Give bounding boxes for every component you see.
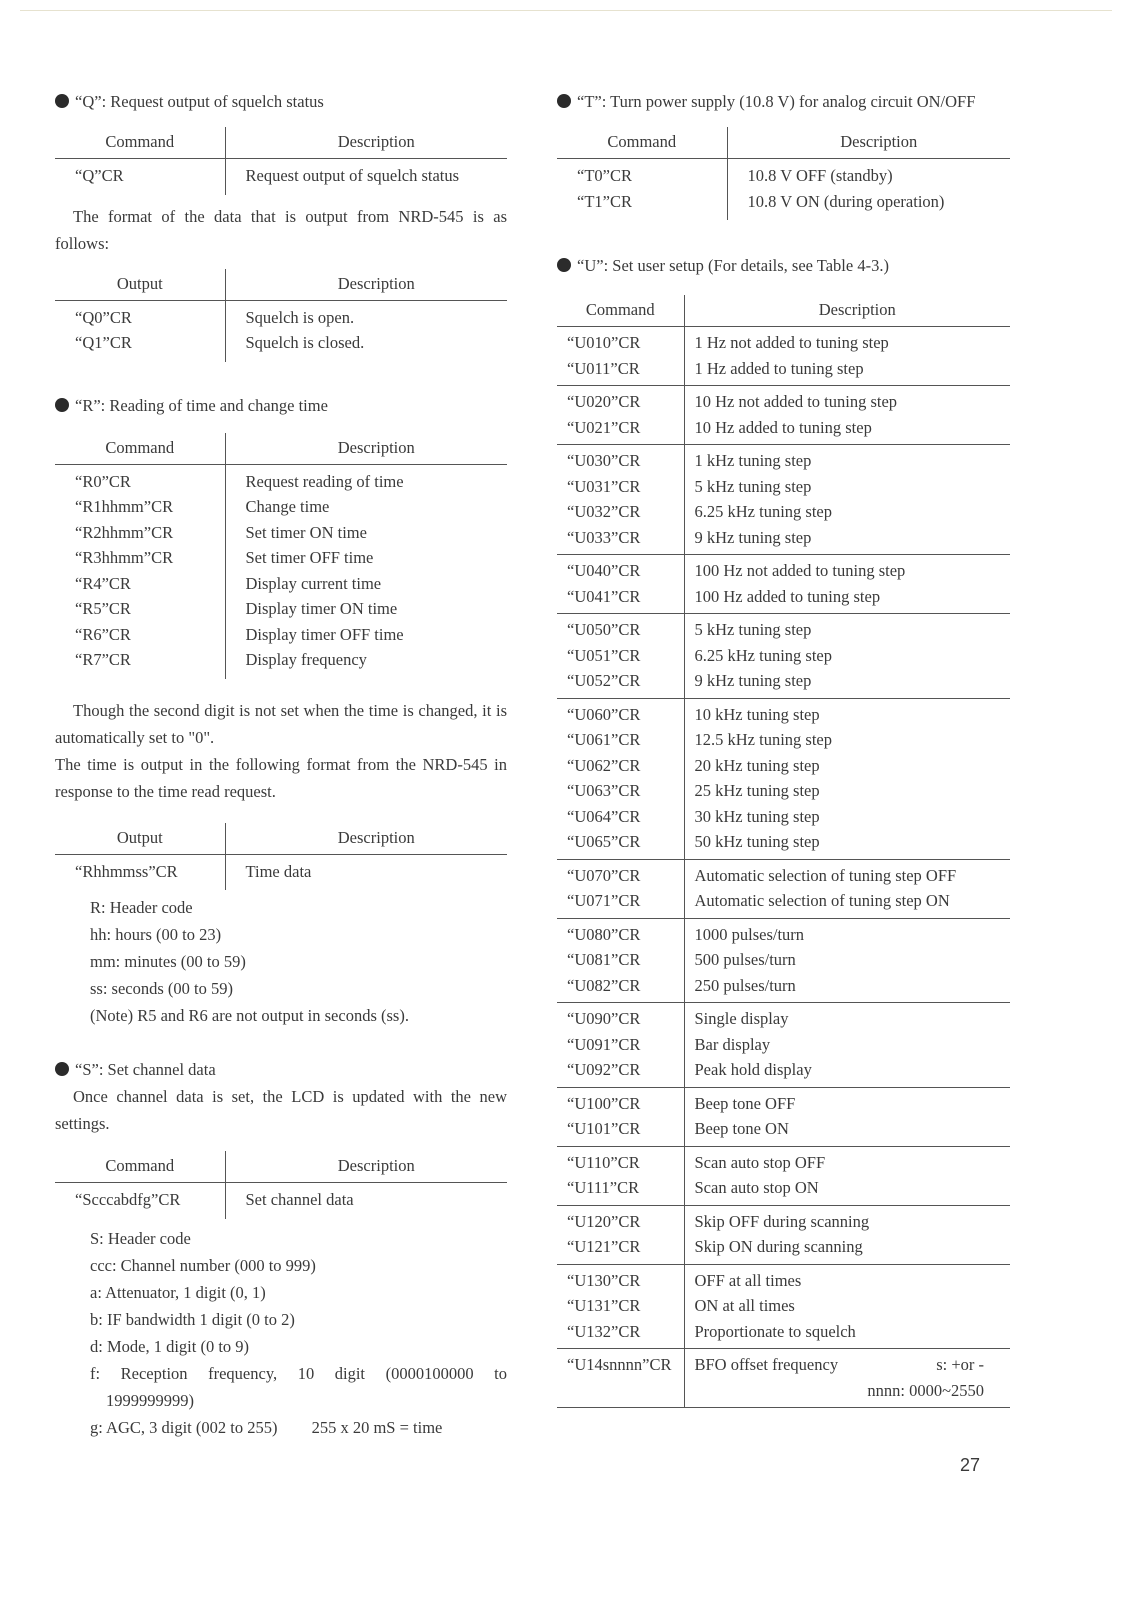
command-cell: “U070”CR [557,859,684,888]
table-row [557,829,1010,859]
description-cell: Proportionate to squelch [684,1319,1010,1349]
table-row [557,973,1010,1003]
description-cell: 5 kHz tuning step [694,476,812,496]
column-header: Description [225,269,507,301]
bullet-icon [55,398,69,412]
description-cell: Set channel data [245,1190,354,1209]
table-row [557,1003,1010,1032]
description-cell: Peak hold display [684,1057,1010,1087]
description-cell: Beep tone ON [684,1116,1010,1146]
command-cell: “R6”CR [55,622,225,648]
u-command-table [557,295,1010,1408]
command-cell: “T1”CR [557,189,727,221]
description-cell: Scan auto stop ON [684,1175,1010,1205]
right-column [557,88,1010,1408]
column-header: Command [55,127,225,159]
command-cell: “U052”CR [557,668,684,698]
column-header: Command [55,1151,225,1183]
table-row [55,647,507,679]
note-line: ccc: Channel number (000 to 999) [90,1255,316,1275]
description-cell: 250 pulses/turn [684,973,1010,1003]
u-table-body [557,327,1010,1349]
command-cell: “U032”CR [557,499,684,525]
command-cell: “U062”CR [557,753,684,779]
table-row [55,330,507,362]
q-command-table [55,127,507,195]
command-cell: “U063”CR [557,778,684,804]
command-cell: “U092”CR [557,1057,684,1087]
command-cell: “T0”CR [557,159,727,189]
description-cell: Automatic selection of tuning step ON [684,888,1010,918]
note-line: R: Header code [90,898,193,917]
table-row [557,727,1010,753]
column-header: Description [727,127,1010,159]
section-s-heading [55,1056,507,1083]
description-cell: Skip ON during scanning [684,1234,1010,1264]
section-q-heading-text: “Q”: Request output of squelch status [75,92,324,111]
table-row [557,1349,1010,1378]
note-g: g: AGC, 3 digit (002 to 255) [90,1417,278,1437]
description-cell: Display timer OFF time [245,624,404,644]
command-cell: “U064”CR [557,804,684,830]
table-row [55,596,507,622]
description-cell: 10 kHz tuning step [694,704,820,724]
description-cell: 9 kHz tuning step [684,525,1010,555]
q-format-paragraph: The format of the data that is output from NRD-545 is as follows: [55,206,507,253]
table-row [557,1378,1010,1408]
command-cell: “Scccabdfg”CR [55,1183,225,1219]
command-cell: “U100”CR [557,1087,684,1116]
table-row [557,189,1010,221]
command-cell: “U061”CR [557,727,684,753]
table-row [557,1205,1010,1234]
table-row [557,614,1010,643]
table-row [557,445,1010,474]
output-cell: “Rhhmmss”CR [55,854,225,890]
command-cell: “R2hhmm”CR [55,520,225,546]
command-cell: “U040”CR [557,555,684,584]
table-row [55,494,507,520]
table-row [557,888,1010,918]
description-cell: 6.25 kHz tuning step [694,502,832,521]
note-line: S: Header code [90,1228,191,1248]
description-cell: 1 kHz tuning step [694,451,812,470]
description-cell: Automatic selection of tuning step OFF [694,865,957,885]
command-cell: “U130”CR [557,1264,684,1293]
description-cell: Display frequency [245,650,367,669]
table-row [55,622,507,648]
table-row [557,159,1010,189]
note-line: (Note) R5 and R6 are not output in seconds (ss). [90,1006,409,1025]
table-row [557,1116,1010,1146]
column-header: Description [225,127,507,159]
bfo-sign-note: s: +or - [936,1355,984,1374]
description-cell: Squelch is open. [245,307,355,327]
description-cell: Single display [694,1009,789,1028]
section-u-heading-text: “U”: Set user setup (For details, see Table 4-3.) [577,256,889,275]
command-cell: “U050”CR [557,614,684,643]
table-row [557,643,1010,669]
command-cell: “U120”CR [557,1205,684,1234]
page-number: 27 [960,1455,981,1475]
bfo-range-note: nnnn: 0000~2550 [684,1378,1010,1408]
description-cell: 12.5 kHz tuning step [694,730,832,749]
description-cell: 10.8 V OFF (standby) [747,166,893,185]
command-cell: “U132”CR [557,1319,684,1349]
table-row [557,525,1010,555]
s-update-paragraph: Once channel data is set, the LCD is updated with the new settings. [55,1087,507,1133]
column-header: Description [225,1151,507,1183]
description-cell: 1 Hz added to tuning step [684,356,1010,386]
table-row [557,778,1010,804]
table-row [557,859,1010,888]
table-row [557,1175,1010,1205]
table-row [55,1183,507,1219]
column-header: Description [225,433,507,465]
command-cell: “R1hhmm”CR [55,494,225,520]
table-row [557,1057,1010,1087]
section-s-heading-text: “S”: Set channel data [75,1060,216,1079]
command-cell: “U021”CR [557,415,684,445]
description-cell: 1000 pulses/turn [694,924,805,944]
s-command-table [55,1151,507,1219]
description-cell: 1 Hz not added to tuning step [694,333,889,352]
description-cell: Squelch is closed. [245,333,365,352]
command-cell: “U065”CR [557,829,684,859]
table-row [55,854,507,890]
command-cell: “U060”CR [557,698,684,727]
output-cell: “Q1”CR [55,330,225,362]
description-cell: 10 Hz not added to tuning step [694,392,898,411]
table-row [55,300,507,330]
table-row [557,499,1010,525]
command-cell: “U121”CR [557,1234,684,1264]
command-cell: “R4”CR [55,571,225,597]
command-cell: “R3hhmm”CR [55,545,225,571]
description-cell: 10 Hz added to tuning step [684,415,1010,445]
section-q-heading [55,88,507,115]
description-cell: 500 pulses/turn [694,950,796,969]
column-header: Command [55,433,225,465]
column-header: Description [684,295,1010,327]
command-cell: “U101”CR [557,1116,684,1146]
description-cell: Request reading of time [245,471,404,491]
table-row [557,1319,1010,1349]
command-cell: “U011”CR [557,356,684,386]
note-line: b: IF bandwidth 1 digit (0 to 2) [90,1309,295,1329]
description-cell: 100 Hz not added to tuning step [694,561,906,580]
command-cell: “U020”CR [557,386,684,415]
command-cell: “U071”CR [557,888,684,918]
description-cell: Time data [245,861,312,881]
table-row [557,918,1010,947]
q-output-table [55,269,507,362]
table-row [557,1234,1010,1264]
note-line: hh: hours (00 to 23) [90,925,222,944]
command-cell: “U090”CR [557,1003,684,1032]
bullet-icon [55,94,69,108]
note-line [90,1414,507,1441]
description-cell: OFF at all times [694,1270,802,1290]
table-row [557,584,1010,614]
description-cell: 6.25 kHz tuning step [694,645,832,665]
note-line: f: Reception frequency, 10 digit (0000100000 to [90,1363,507,1383]
description-cell: Request output of squelch status [245,166,460,185]
command-cell: “U131”CR [557,1293,684,1319]
command-cell: “U091”CR [557,1032,684,1058]
description-cell: 9 kHz tuning step [684,668,1010,698]
note-line: ss: seconds (00 to 59) [90,979,233,998]
r-format-paragraph: The time is output in the following format from the NRD-545 in response to the time read request. [55,754,507,801]
description-cell: Change time [245,497,330,516]
table-row [557,1146,1010,1175]
section-t-heading [557,88,1010,115]
command-cell: “Q”CR [55,159,225,195]
command-cell: “U010”CR [557,327,684,356]
command-cell-empty [557,1378,684,1408]
top-rule [20,10,1112,11]
bullet-icon [55,1062,69,1076]
description-cell: 25 kHz tuning step [694,781,820,800]
command-cell: “U081”CR [557,947,684,973]
table-row [557,668,1010,698]
r-notes [55,894,507,1029]
r-output-table [55,823,507,891]
command-cell: “U030”CR [557,445,684,474]
table-row [557,356,1010,386]
column-header: Description [225,823,507,855]
r-command-table [55,433,507,679]
table-row [55,159,507,195]
section-u-heading [557,252,1010,279]
description-cell: Scan auto stop OFF [694,1152,826,1172]
command-cell: “U041”CR [557,584,684,614]
description-cell: Beep tone OFF [694,1093,796,1113]
column-header: Command [557,295,684,327]
description-cell: 100 Hz added to tuning step [684,584,1010,614]
description-cell: Bar display [694,1034,771,1054]
description-cell: Set timer ON time [245,522,367,542]
note-g-extra: 255 x 20 mS = time [311,1417,443,1437]
note-line: d: Mode, 1 digit (0 to 9) [90,1336,250,1356]
description-cell: ON at all times [694,1296,795,1315]
left-column [55,88,507,1441]
bullet-icon [557,94,571,108]
command-cell: “U080”CR [557,918,684,947]
description-cell: 20 kHz tuning step [694,755,820,775]
table-row [55,464,507,494]
table-row [557,947,1010,973]
command-cell: “U110”CR [557,1146,684,1175]
s-notes [55,1225,507,1441]
t-command-table [557,127,1010,220]
table-row [557,474,1010,500]
table-row [557,1293,1010,1319]
section-r-heading-text: “R”: Reading of time and change time [75,395,328,415]
command-cell: “U033”CR [557,525,684,555]
command-cell: “R7”CR [55,647,225,679]
table-row [55,545,507,571]
description-cell: 30 kHz tuning step [694,806,820,826]
note-line: mm: minutes (00 to 59) [90,952,246,971]
table-row [557,1087,1010,1116]
table-row [557,804,1010,830]
table-row [557,327,1010,356]
command-cell: “R0”CR [55,464,225,494]
table-row [557,555,1010,584]
table-row [55,520,507,546]
section-r-heading [55,392,507,419]
description-cell: 5 kHz tuning step [694,620,812,639]
table-row [557,415,1010,445]
command-cell: “U031”CR [557,474,684,500]
description-cell: 50 kHz tuning step [684,829,1010,859]
table-row [557,753,1010,779]
column-header: Output [55,269,225,301]
section-t-heading-text: “T”: Turn power supply (10.8 V) for analog circuit ON/OFF [577,92,976,111]
command-cell: “R5”CR [55,596,225,622]
table-row [557,698,1010,727]
bfo-description: BFO offset frequency [694,1355,839,1374]
description-cell: Skip OFF during scanning [694,1211,870,1231]
table-row [55,571,507,597]
description-cell [684,1349,1010,1378]
description-cell: Set timer OFF time [245,548,374,567]
description-cell: 10.8 V ON (during operation) [747,191,945,211]
table-row [557,1264,1010,1293]
command-cell: “U111”CR [557,1175,684,1205]
description-cell: Display current time [245,573,382,593]
table-row [557,1032,1010,1058]
note-line: a: Attenuator, 1 digit (0, 1) [90,1282,266,1302]
r-digit-paragraph: Though the second digit is not set when the time is changed, it is automatically set to "0". [55,700,507,747]
bullet-icon [557,258,571,272]
command-cell: “U051”CR [557,643,684,669]
column-header: Command [557,127,727,159]
column-header: Output [55,823,225,855]
note-line: 1999999999) [106,1390,194,1410]
description-cell: Display timer ON time [245,599,398,618]
table-row [557,386,1010,415]
output-cell: “Q0”CR [55,300,225,330]
command-cell: “U082”CR [557,973,684,1003]
command-cell: “U14snnnn”CR [557,1349,684,1378]
